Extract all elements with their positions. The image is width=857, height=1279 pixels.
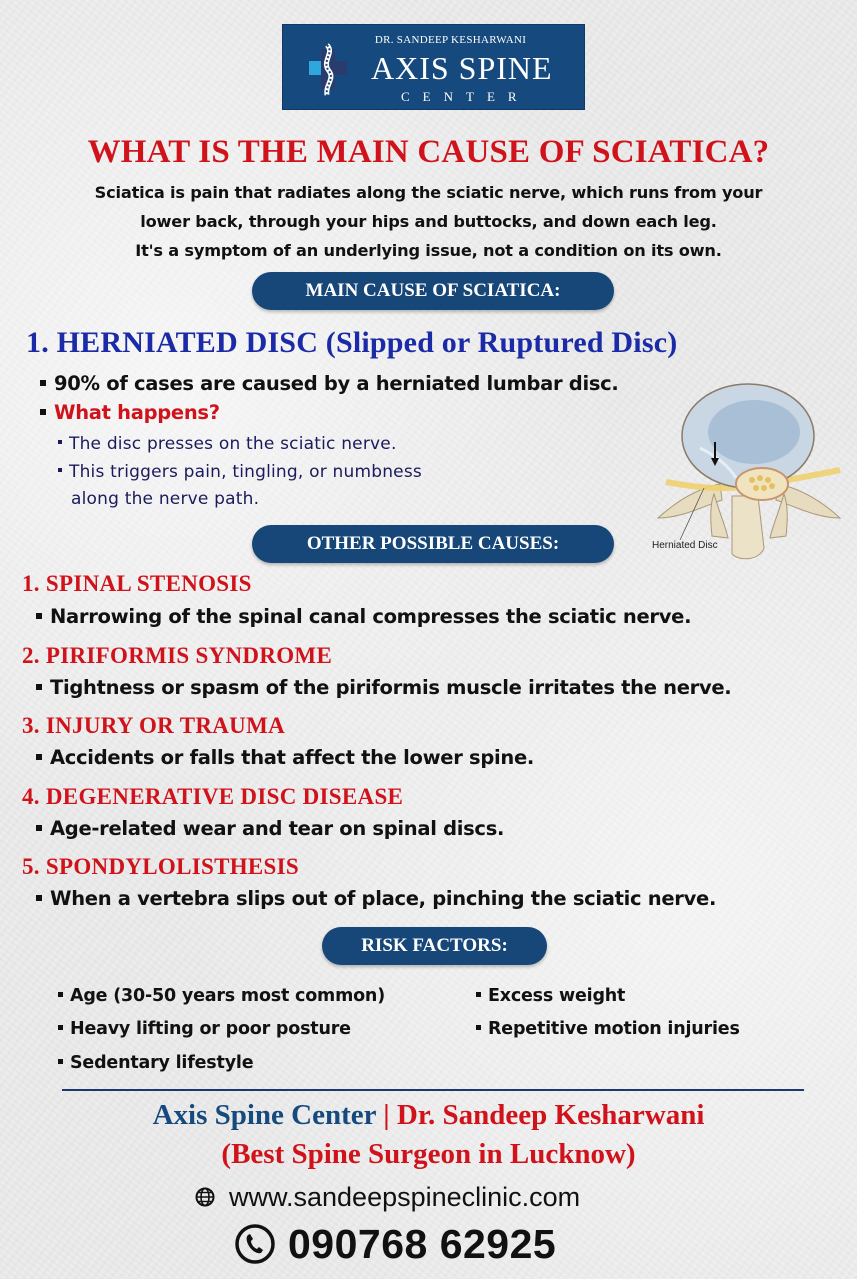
cause-description: When a vertebra slips out of place, pinching the sciatic nerve. [36, 885, 716, 913]
bullet-icon [36, 754, 42, 760]
bullet-icon [58, 1059, 63, 1064]
clinic-name: Axis Spine Center [152, 1099, 376, 1131]
bullet-icon [40, 409, 46, 415]
bullet-icon [476, 992, 481, 997]
cause-title: 5. SPONDYLOLISTHESIS [22, 854, 299, 879]
risk-factor: Excess weight [476, 983, 625, 1009]
risk-factor: Age (30-50 years most common) [58, 983, 385, 1009]
footer-divider [62, 1089, 804, 1091]
globe-icon [195, 1187, 215, 1207]
phone-number[interactable]: 090768 62925 [288, 1220, 557, 1267]
website-link[interactable] [195, 1180, 580, 1214]
bullet-icon [36, 825, 42, 831]
bullet-icon [58, 1025, 63, 1030]
bullet-icon [58, 440, 62, 444]
main-cause-point: 90% of cases are caused by a herniated lumbar disc. [40, 370, 619, 398]
cause-description: Tightness or spasm of the piriformis muscle irritates the nerve. [36, 674, 731, 702]
cause-description: Age-related wear and tear on spinal discs. [36, 815, 504, 843]
page-title: WHAT IS THE MAIN CAUSE OF SCIATICA? [87, 134, 770, 170]
logo-subtitle: CENTER [401, 89, 530, 104]
bullet-icon [40, 380, 46, 386]
logo-brand: AXIS SPINE [371, 50, 553, 86]
logo-banner [282, 24, 585, 110]
website-url[interactable]: www.sandeepspineclinic.com [229, 1181, 581, 1212]
bullet-icon [476, 1025, 481, 1030]
section-header-main-cause: MAIN CAUSE OF SCIATICA: [252, 272, 614, 310]
cause-title: 3. INJURY OR TRAUMA [22, 713, 286, 738]
intro-text [0, 178, 857, 265]
risk-factor: Repetitive motion injuries [476, 1016, 740, 1042]
bullet-icon [36, 684, 42, 690]
cause-title: 2. PIRIFORMIS SYNDROME [22, 643, 333, 668]
cause-description: Accidents or falls that affect the lower spine. [36, 744, 534, 772]
bullet-icon [58, 992, 63, 997]
footer-clinic-line [0, 1097, 857, 1133]
section-header-other-causes: OTHER POSSIBLE CAUSES: [252, 525, 614, 563]
separator: | [383, 1099, 390, 1131]
phone-link[interactable] [234, 1218, 556, 1270]
phone-icon [234, 1223, 276, 1265]
main-cause-title: 1. HERNIATED DISC (Slipped or Ruptured Disc) [26, 326, 678, 359]
risk-factor: Sedentary lifestyle [58, 1050, 253, 1076]
illustration-caption: Herniated Disc [652, 540, 718, 551]
intro-line: It's a symptom of an underlying issue, not a condition on its own. [135, 241, 722, 260]
what-happens-label: What happens? [40, 399, 220, 427]
spine-cross-icon [305, 39, 351, 99]
bullet-icon [36, 895, 42, 901]
doctor-name: Dr. Sandeep Kesharwani [396, 1099, 705, 1131]
cause-description: Narrowing of the spinal canal compresses the sciatic nerve. [36, 603, 691, 631]
sub-point: This triggers pain, tingling, or numbness [58, 458, 422, 486]
sub-point: The disc presses on the sciatic nerve. [58, 430, 397, 458]
intro-line: lower back, through your hips and buttocks, and down each leg. [140, 212, 717, 231]
bullet-icon [36, 613, 42, 619]
section-header-risk-factors: RISK FACTORS: [322, 927, 547, 965]
risk-factor: Heavy lifting or poor posture [58, 1016, 351, 1042]
sub-point-continued: along the nerve path. [71, 489, 260, 509]
bullet-icon [58, 468, 62, 472]
footer-tagline: (Best Spine Surgeon in Lucknow) [221, 1138, 636, 1170]
logo-doctor-name: DR. SANDEEP KESHARWANI [374, 34, 527, 46]
cause-title: 1. SPINAL STENOSIS [22, 571, 252, 596]
intro-line: Sciatica is pain that radiates along the sciatic nerve, which runs from your [94, 183, 763, 202]
cause-title: 4. DEGENERATIVE DISC DISEASE [22, 784, 404, 809]
